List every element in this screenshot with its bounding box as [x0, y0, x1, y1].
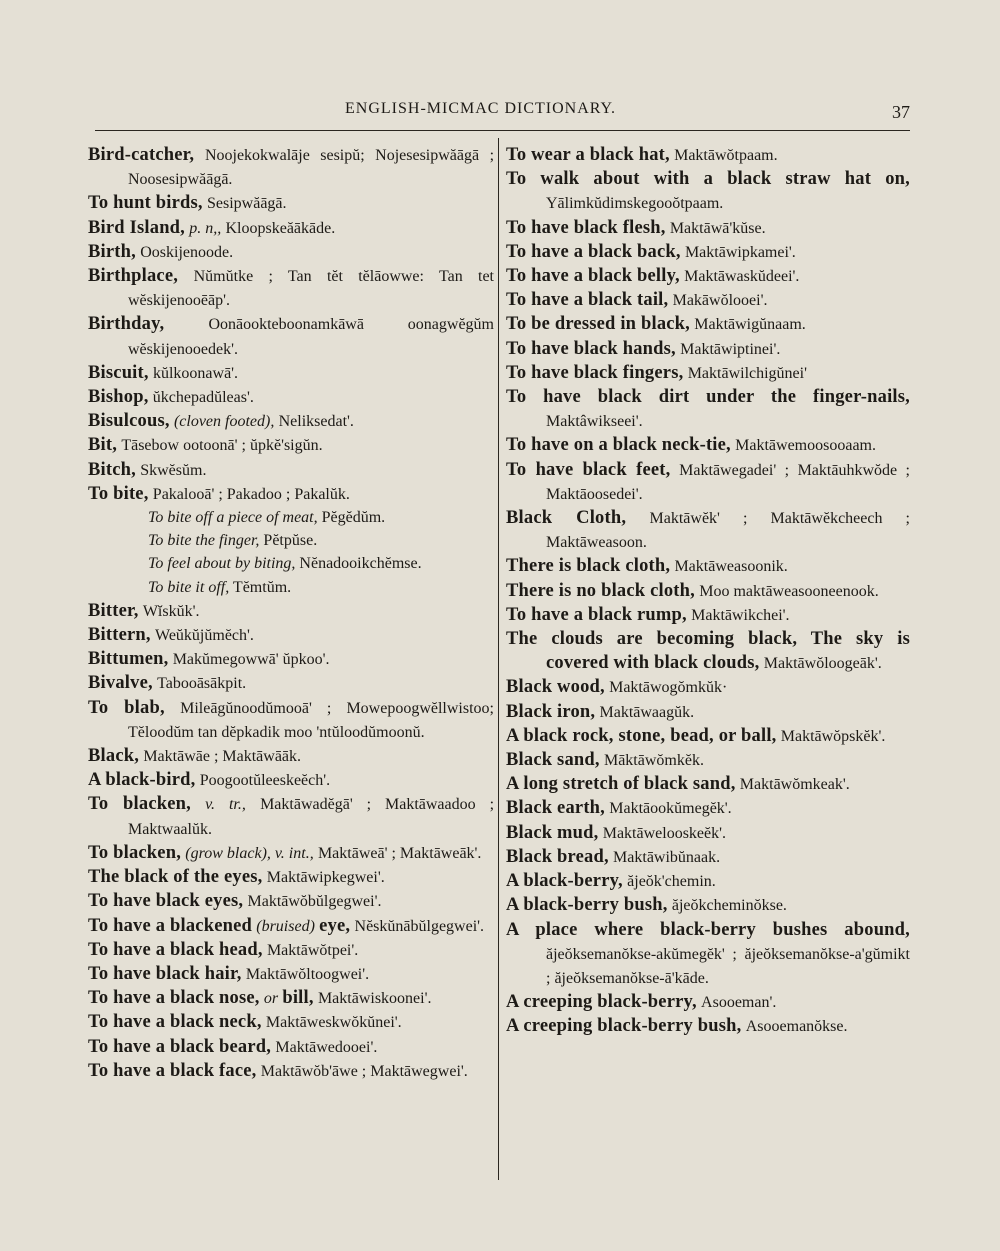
headword: To have a black rump, — [506, 604, 687, 625]
headword: Birthplace, — [88, 266, 179, 287]
sub-entry — [88, 529, 494, 552]
gloss: Maktāwāe ; Maktāwāāk. — [143, 748, 302, 766]
entry — [88, 361, 494, 385]
entry — [88, 841, 494, 865]
entry — [88, 599, 494, 623]
gloss: Asooemanŏkse. — [745, 1018, 848, 1036]
gloss: Maktāwā'kŭse. — [669, 219, 766, 237]
entry — [88, 312, 494, 360]
entry — [88, 216, 494, 240]
entry — [88, 191, 494, 215]
gloss: Maktāwŏltoogwei'. — [245, 965, 370, 983]
gloss: Māktāwŏmkĕk. — [603, 752, 704, 770]
gloss: Maktāwiskoonei'. — [317, 990, 432, 1008]
headword: To have a black head, — [88, 939, 263, 960]
headword: To walk about with a black straw hat on, — [506, 169, 910, 190]
gloss: Makāwŏlooei'. — [672, 292, 768, 310]
entry — [506, 312, 910, 336]
headword: A black rock, stone, bead, or ball, — [506, 725, 777, 746]
entry — [88, 385, 494, 409]
entry — [506, 918, 910, 991]
entry — [506, 385, 910, 433]
right-column — [506, 143, 910, 1039]
header-rule — [95, 130, 910, 131]
gloss: ăjeŏkcheminŏkse. — [671, 897, 787, 915]
gloss: Maktāwŏbŭlgegwei'. — [247, 893, 382, 911]
headword: A black-berry bush, — [506, 895, 668, 916]
headword: To blab, — [88, 697, 165, 718]
sub-headword: To bite it off, — [148, 578, 230, 596]
sub-entry — [88, 576, 494, 599]
sub-entry — [88, 506, 494, 529]
entry — [506, 264, 910, 288]
headword: Black wood, — [506, 677, 605, 698]
gloss: Weŭkŭjŭmĕch'. — [155, 627, 254, 645]
gloss: Skwĕsŭm. — [140, 461, 207, 479]
headword: bill, — [282, 988, 314, 1009]
gloss: Maktāwipkegwei'. — [266, 869, 385, 887]
headword: To have black eyes, — [88, 891, 244, 912]
gloss: Maktāwadĕgā' ; Maktāwaadoo ; Maktwaalŭk. — [128, 796, 495, 838]
gloss: Yālimkŭdimskegooŏtpaam. — [546, 195, 724, 213]
headword: Bishop, — [88, 387, 149, 408]
entry — [88, 1010, 494, 1034]
entry — [506, 869, 910, 893]
headword: Bit, — [88, 435, 118, 456]
headword: Bird Island, — [88, 217, 185, 238]
gloss: ăjeŏk'chemin. — [627, 873, 716, 891]
gloss: Tabooāsākpit. — [157, 675, 247, 693]
entry — [506, 554, 910, 578]
headword: The black of the eyes, — [88, 867, 263, 888]
sub-headword: To bite off a piece of meat, — [148, 509, 318, 527]
entry — [88, 914, 494, 938]
gloss: Maktāwŏtpei'. — [266, 941, 359, 959]
gloss: Maktāwŏmkeak'. — [739, 776, 850, 794]
entry — [88, 938, 494, 962]
gloss: Pĕgĕdŭm. — [321, 509, 386, 527]
gloss: Nŭmŭtke ; Tan tĕt tĕlāowwe: Tan tet wĕskijenooēāp'. — [128, 268, 495, 310]
headword: To blacken, — [88, 794, 191, 815]
gloss: kŭlkoonawā'. — [152, 364, 239, 382]
entry — [88, 865, 494, 889]
headword: Birth, — [88, 241, 136, 262]
gloss: Maktāwedooei'. — [275, 1038, 378, 1056]
headword: There is black cloth, — [506, 556, 671, 577]
headword: To have black fingers, — [506, 362, 684, 383]
headword: To have a blackened — [88, 915, 252, 936]
grammar-note: v. tr., — [205, 796, 246, 814]
gloss: Tĕmtŭm. — [232, 578, 292, 596]
gloss: Pĕtpŭse. — [263, 532, 318, 550]
gloss: Wĭskŭk'. — [142, 602, 200, 620]
grammar-note: p. n,, — [189, 219, 222, 237]
entry — [506, 603, 910, 627]
gloss: Nĕnadooikchĕmse. — [299, 555, 422, 573]
sub-entry — [88, 552, 494, 575]
gloss: Maktāweā' ; Maktāweāk'. — [317, 844, 482, 862]
grammar-note: (cloven footed), — [173, 413, 275, 431]
entry — [506, 433, 910, 457]
headword: Bitter, — [88, 600, 139, 621]
headword: To have on a black neck-tie, — [506, 435, 731, 456]
entry — [506, 216, 910, 240]
headword: Black bread, — [506, 846, 609, 867]
entry — [506, 990, 910, 1014]
entry — [506, 627, 910, 675]
gloss: Maktāwemoosooaam. — [735, 437, 876, 455]
entry — [88, 962, 494, 986]
entry — [506, 143, 910, 167]
entry — [88, 409, 494, 433]
gloss: Sesipwăāgā. — [206, 195, 287, 213]
gloss: Mileāgŭnoodŭmooā' ; Mowepoogwĕllwistoo; Tĕloodŭm tan dĕpkadik moo 'ntŭloodŭmoonŭ. — [128, 699, 494, 741]
entry — [506, 675, 910, 699]
entry — [506, 796, 910, 820]
headword: A creeping black-berry, — [506, 992, 697, 1013]
headword: Bittumen, — [88, 649, 169, 670]
headword: To have black hair, — [88, 963, 242, 984]
entry — [506, 579, 910, 603]
gloss: Maktāookŭmegĕk'. — [609, 800, 732, 818]
entry — [88, 623, 494, 647]
headword: To have a black tail, — [506, 290, 669, 311]
entry — [506, 1014, 910, 1038]
gloss: Maktâwikseei'. — [546, 413, 643, 431]
headword: Black iron, — [506, 701, 596, 722]
gloss: Oonāookteboonamkāwā oonagwĕgŭm wĕskijenooedek'. — [128, 316, 494, 358]
headword: Black earth, — [506, 798, 606, 819]
headword: eye, — [319, 915, 351, 936]
entry — [88, 792, 494, 840]
gloss: Moo maktāweasooneenook. — [699, 582, 879, 600]
headword: Black Cloth, — [506, 508, 627, 529]
headword: To blacken, — [88, 842, 182, 863]
gloss: Maktāweasoonik. — [674, 558, 788, 576]
entry — [88, 768, 494, 792]
entry — [88, 696, 494, 744]
headword: A black-berry, — [506, 871, 623, 892]
entry — [506, 700, 910, 724]
headword: To have a black belly, — [506, 266, 680, 287]
headword: To have a black nose, — [88, 988, 260, 1009]
column-divider — [498, 138, 499, 1180]
entry — [506, 361, 910, 385]
gloss: Maktāweskwŏkŭnei'. — [265, 1014, 402, 1032]
headword: There is no black cloth, — [506, 580, 695, 601]
entry — [88, 889, 494, 913]
headword: Bird-catcher, — [88, 145, 195, 165]
left-column — [88, 143, 494, 1083]
sub-headword: To bite the finger, — [148, 532, 260, 550]
entry — [88, 1035, 494, 1059]
gloss: Maktāwogŏmkŭk· — [609, 679, 728, 697]
gloss: Maktāwibŭnaak. — [613, 848, 721, 866]
entry — [506, 724, 910, 748]
entry — [506, 845, 910, 869]
gloss: Noojekokwalāje sesipŭ; Nojesesipwăāgā ; Noosesipwăāgā. — [128, 147, 495, 189]
entry — [506, 748, 910, 772]
entry — [506, 288, 910, 312]
entry — [506, 240, 910, 264]
entry — [88, 1059, 494, 1083]
gloss: Poogootŭleeskeĕch'. — [199, 772, 331, 790]
entry — [506, 772, 910, 796]
gloss: Maktāwŏb'āwe ; Maktāwegwei'. — [260, 1062, 468, 1080]
entry — [88, 744, 494, 768]
headword: To be dressed in black, — [506, 314, 690, 335]
gloss: ŭkchepadŭleas'. — [152, 389, 254, 407]
headword: To have black flesh, — [506, 217, 666, 238]
entry — [506, 821, 910, 845]
gloss: Maktāwŏloogeāk'. — [763, 655, 882, 673]
entry — [88, 458, 494, 482]
headword: A black-bird, — [88, 770, 196, 791]
gloss: Pakalooā' ; Pakadoo ; Pakalŭk. — [152, 485, 350, 503]
headword: To have a black beard, — [88, 1036, 272, 1057]
entry — [506, 506, 910, 554]
gloss: Maktāwikchei'. — [691, 606, 790, 624]
headword: To wear a black hat, — [506, 145, 670, 165]
running-title: ENGLISH-MICMAC DICTIONARY. — [345, 100, 617, 117]
gloss: Maktāwilchigŭnei' — [687, 364, 807, 382]
headword: To have black dirt under the finger-nails, — [506, 387, 910, 408]
headword: The clouds are becoming black, The sky is covered with black clouds, — [506, 629, 910, 674]
gloss: Maktāwigŭnaam. — [694, 316, 806, 334]
entry — [506, 167, 910, 215]
headword: A long stretch of black sand, — [506, 774, 736, 795]
headword: Black mud, — [506, 822, 599, 843]
gloss: Asooeman'. — [701, 994, 777, 1012]
gloss: Maktāwĕk' ; Maktāwĕkcheech ; Maktāweasoon. — [546, 510, 911, 552]
gloss: Makŭmegowwā' ŭpkoo'. — [172, 651, 330, 669]
grammar-note: or — [263, 990, 279, 1008]
headword: To have black hands, — [506, 338, 676, 359]
gloss: Nĕskŭnābŭlgegwei'. — [354, 917, 485, 935]
entry — [88, 433, 494, 457]
headword: Biscuit, — [88, 362, 149, 383]
entry — [88, 671, 494, 695]
entry — [88, 986, 494, 1010]
headword: To bite, — [88, 483, 149, 504]
headword: To have black feet, — [506, 459, 671, 480]
entry — [506, 337, 910, 361]
entry — [88, 264, 494, 312]
page-number: 37 — [892, 102, 910, 122]
sub-headword: To feel about by biting, — [148, 555, 296, 573]
gloss: Maktāwŏtpaam. — [674, 147, 778, 164]
gloss: Maktāwelooskeĕk'. — [602, 824, 727, 842]
grammar-note: (bruised) — [256, 917, 315, 935]
headword: Bittern, — [88, 625, 151, 646]
gloss: Maktāwiptinei'. — [680, 340, 781, 358]
gloss: Ooskijenoode. — [140, 243, 234, 261]
headword: To have a black back, — [506, 241, 681, 262]
entry — [506, 458, 910, 506]
gloss: Maktāwaagŭk. — [599, 703, 695, 721]
gloss: Maktāwegadei' ; Maktāuhkwŏde ; Maktāoosedei'. — [546, 461, 911, 503]
headword: Bisulcous, — [88, 411, 170, 432]
entry — [88, 647, 494, 671]
headword: To hunt birds, — [88, 193, 203, 214]
headword: Bitch, — [88, 459, 136, 480]
grammar-note: (grow black), v. int., — [185, 844, 314, 862]
gloss: Neliksedat'. — [278, 413, 354, 431]
gloss: ăjeŏksemanŏkse-akŭmegĕk' ; ăjeŏksemanŏkse-a'gŭmikt ; ăjeŏksemanŏkse-ā'kāde. — [546, 945, 910, 987]
headword: Birthday, — [88, 314, 165, 335]
headword: A creeping black-berry bush, — [506, 1016, 742, 1037]
headword: Black, — [88, 746, 140, 767]
entry — [88, 143, 494, 191]
gloss: Kloopskeăākāde. — [225, 219, 336, 237]
headword: To have a black face, — [88, 1060, 257, 1081]
page-header — [95, 100, 910, 124]
entry — [88, 482, 494, 506]
headword: A place where black-berry bushes abound, — [506, 919, 910, 940]
gloss: Tāsebow ootoonā' ; ŭpkĕ'sigŭn. — [121, 437, 323, 455]
entry — [88, 240, 494, 264]
gloss: Maktāwŏpskĕk'. — [780, 727, 886, 745]
gloss: Maktāwaskŭdeei'. — [684, 268, 800, 286]
headword: Bivalve, — [88, 673, 153, 694]
gloss: Maktāwipkamei'. — [684, 243, 796, 261]
entry — [506, 893, 910, 917]
headword: Black sand, — [506, 750, 600, 771]
headword: To have a black neck, — [88, 1012, 262, 1033]
